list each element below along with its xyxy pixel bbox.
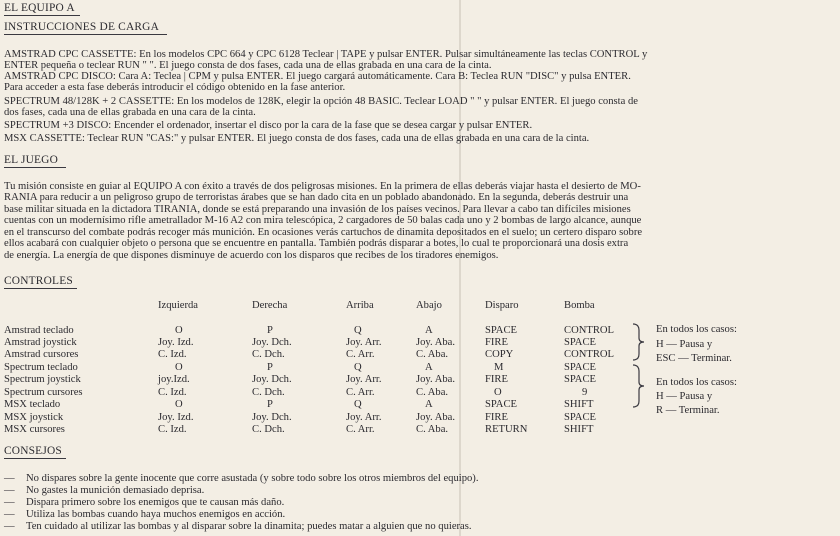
table-cell: SPACE: [485, 399, 517, 410]
juego-line: cuentas con un modernísimo rifle ametrallador M-16 A2 con mira telescópica, 2 cargadores de 50 balas cada uno y 2 bombas de largo alcance, aunque: [4, 215, 642, 226]
table-cell: C. Izd.: [158, 424, 187, 435]
bullet-dash: —: [4, 521, 15, 532]
table-cell: RETURN: [485, 424, 528, 435]
table-cell: C. Dch.: [252, 349, 285, 360]
list-item: Ten cuidado al utilizar las bombas y al disparar sobre la dinamita; puedes matar a alguien que no quieras.: [26, 521, 472, 532]
table-cell: O: [494, 387, 502, 398]
table-cell: SHIFT: [564, 424, 594, 435]
column-header: Arriba: [346, 300, 374, 311]
document-title: EL EQUIPO A: [4, 2, 75, 14]
juego-line: Tu misión consiste en guiar al EQUIPO A con éxito a través de dos peligrosas misiones. En la primera de ellas deberás viajar hasta el desierto de MO-: [4, 181, 641, 192]
heading-underline: [4, 288, 77, 289]
table-cell: CONTROL: [564, 325, 615, 336]
row-label: Amstrad joystick: [4, 337, 77, 348]
column-header: Bomba: [564, 300, 595, 311]
table-cell: Joy. Aba.: [416, 337, 456, 348]
table-cell: SPACE: [564, 337, 596, 348]
column-header: Abajo: [416, 300, 442, 311]
heading-underline: [4, 34, 167, 35]
table-cell: Joy. Dch.: [252, 374, 292, 385]
row-label: Spectrum cursores: [4, 387, 83, 398]
list-item: No dispares sobre la gente inocente que corre asustada (y sobre todo sobre los otros miembros del equipo).: [26, 473, 479, 484]
table-cell: Joy. Aba.: [416, 374, 456, 385]
carga-line: MSX CASSETTE: Teclear RUN "CAS:" y pulsar ENTER. El juego consta de dos fases, cada una de ellas grabada en una cara de la cinta.: [4, 133, 590, 144]
table-cell: SPACE: [564, 362, 596, 373]
list-item: Utiliza las bombas cuando haya muchos enemigos en acción.: [26, 509, 286, 520]
table-cell: SPACE: [485, 325, 517, 336]
row-label: Spectrum joystick: [4, 374, 81, 385]
title-underline: [4, 15, 80, 16]
table-cell: C. Arr.: [346, 387, 375, 398]
table-cell: Joy. Arr.: [346, 412, 382, 423]
table-cell: Joy. Arr.: [346, 337, 382, 348]
table-cell: C. Arr.: [346, 349, 375, 360]
carga-line: SPECTRUM 48/128K + 2 CASSETTE: En los modelos de 128K, elegir la opción 48 BASIC. Teclear LOAD " " y pulsar ENTER. El juego consta de: [4, 96, 638, 107]
list-item: No gastes la munición demasiado deprisa.: [26, 485, 205, 496]
note-line: H — Pausa y: [656, 339, 713, 350]
brace-icon: [630, 322, 646, 362]
table-cell: 9: [582, 387, 588, 398]
table-cell: C. Izd.: [158, 349, 187, 360]
carga-line: dos fases, cada una de ellas grabada en una cara de la cinta.: [4, 107, 256, 118]
juego-line: base militar situada en la dictadora TIRANIA, donde se está preparando una invasión de los países vecinos. Para llevar a cabo tan difíciles misiones: [4, 204, 631, 215]
table-cell: A: [425, 399, 433, 410]
section-heading-controles: CONTROLES: [4, 275, 73, 287]
table-cell: CONTROL: [564, 349, 615, 360]
table-cell: C. Dch.: [252, 387, 285, 398]
carga-line: ENTER pequeña o teclear RUN " ". El juego consta de dos fases, cada una de ellas grabada en una cara de la cinta.: [4, 60, 492, 71]
table-cell: Joy. Dch.: [252, 412, 292, 423]
carga-line: Para acceder a esta fase deberás introducir el código obtenido en la fase anterior.: [4, 82, 346, 93]
note-line: R — Terminar.: [656, 405, 720, 416]
heading-underline: [4, 458, 66, 459]
table-cell: SHIFT: [564, 399, 594, 410]
table-cell: C. Dch.: [252, 424, 285, 435]
column-header: Derecha: [252, 300, 288, 311]
table-cell: FIRE: [485, 412, 508, 423]
column-header: Izquierda: [158, 300, 198, 311]
juego-line: RANIA para reducir a un peligroso grupo de terroristas árabes que se han dado cita en un poblado abandonado. En la segunda, deberás destruir una: [4, 192, 629, 203]
row-label: Amstrad cursores: [4, 349, 79, 360]
table-cell: A: [425, 362, 433, 373]
table-cell: C. Izd.: [158, 387, 187, 398]
section-heading-juego: EL JUEGO: [4, 154, 59, 166]
table-cell: Joy. Dch.: [252, 337, 292, 348]
note-line: En todos los casos:: [656, 377, 737, 388]
section-heading-consejos: CONSEJOS: [4, 445, 62, 457]
table-cell: Joy. Arr.: [346, 374, 382, 385]
table-cell: C. Arr.: [346, 424, 375, 435]
juego-line: ellos acabará con cualquier objeto o persona que se encuentre en pantalla. También podrás disparar a botes, lo cual te proporcionará una dosis extra: [4, 238, 629, 249]
table-cell: Joy. Izd.: [158, 337, 194, 348]
bullet-dash: —: [4, 473, 15, 484]
table-cell: Joy. Aba.: [416, 412, 456, 423]
row-label: MSX teclado: [4, 399, 61, 410]
bullet-dash: —: [4, 497, 15, 508]
heading-underline: [4, 167, 66, 168]
table-cell: O: [175, 362, 183, 373]
juego-line: en el transcurso del combate podrás recoger más munición. En ocasiones verás cartuchos de dinamita depositados en el suelo; un certero disparo sobre: [4, 227, 643, 238]
carga-line: AMSTRAD CPC CASSETTE: En los modelos CPC 664 y CPC 6128 Teclear | TAPE y pulsar ENTER. Pulsar simultáneamente las teclas CONTROL y: [4, 49, 648, 60]
row-label: Amstrad teclado: [4, 325, 74, 336]
table-cell: C. Aba.: [416, 349, 449, 360]
table-cell: FIRE: [485, 337, 508, 348]
table-cell: COPY: [485, 349, 514, 360]
table-cell: joy.Izd.: [158, 374, 190, 385]
column-header: Disparo: [485, 300, 519, 311]
table-cell: M: [494, 362, 504, 373]
table-cell: A: [425, 325, 433, 336]
note-line: ESC — Terminar.: [656, 353, 732, 364]
table-cell: Q: [354, 399, 362, 410]
list-item: Dispara primero sobre los enemigos que te causan más daño.: [26, 497, 285, 508]
table-cell: Q: [354, 325, 362, 336]
bullet-dash: —: [4, 485, 15, 496]
table-cell: Joy. Izd.: [158, 412, 194, 423]
table-cell: P: [267, 399, 273, 410]
table-cell: SPACE: [564, 412, 596, 423]
note-line: En todos los casos:: [656, 324, 737, 335]
table-cell: Q: [354, 362, 362, 373]
table-cell: O: [175, 325, 183, 336]
table-cell: C. Aba.: [416, 387, 449, 398]
row-label: MSX joystick: [4, 412, 64, 423]
carga-line: SPECTRUM +3 DISCO: Encender el ordenador, insertar el disco por la cara de la fase que se desea cargar y pulsar ENTER.: [4, 120, 533, 131]
table-cell: O: [175, 399, 183, 410]
table-cell: FIRE: [485, 374, 508, 385]
table-cell: C. Aba.: [416, 424, 449, 435]
note-line: H — Pausa y: [656, 391, 713, 402]
brace-icon: [630, 363, 646, 409]
bullet-dash: —: [4, 509, 15, 520]
table-cell: SPACE: [564, 374, 596, 385]
table-cell: P: [267, 362, 273, 373]
section-heading-carga: INSTRUCCIONES DE CARGA: [4, 21, 160, 33]
row-label: MSX cursores: [4, 424, 65, 435]
table-cell: P: [267, 325, 273, 336]
carga-line: AMSTRAD CPC DISCO: Cara A: Teclea | CPM y pulsa ENTER. El juego cargará automáticamente. Cara B: Teclea RUN "DISC" y pulsa ENTER.: [4, 71, 631, 82]
juego-line: de energía. La energía de que dispones disminuye de acuerdo con los disparos que recibes de los tiradores enemigos.: [4, 250, 499, 261]
row-label: Spectrum teclado: [4, 362, 78, 373]
